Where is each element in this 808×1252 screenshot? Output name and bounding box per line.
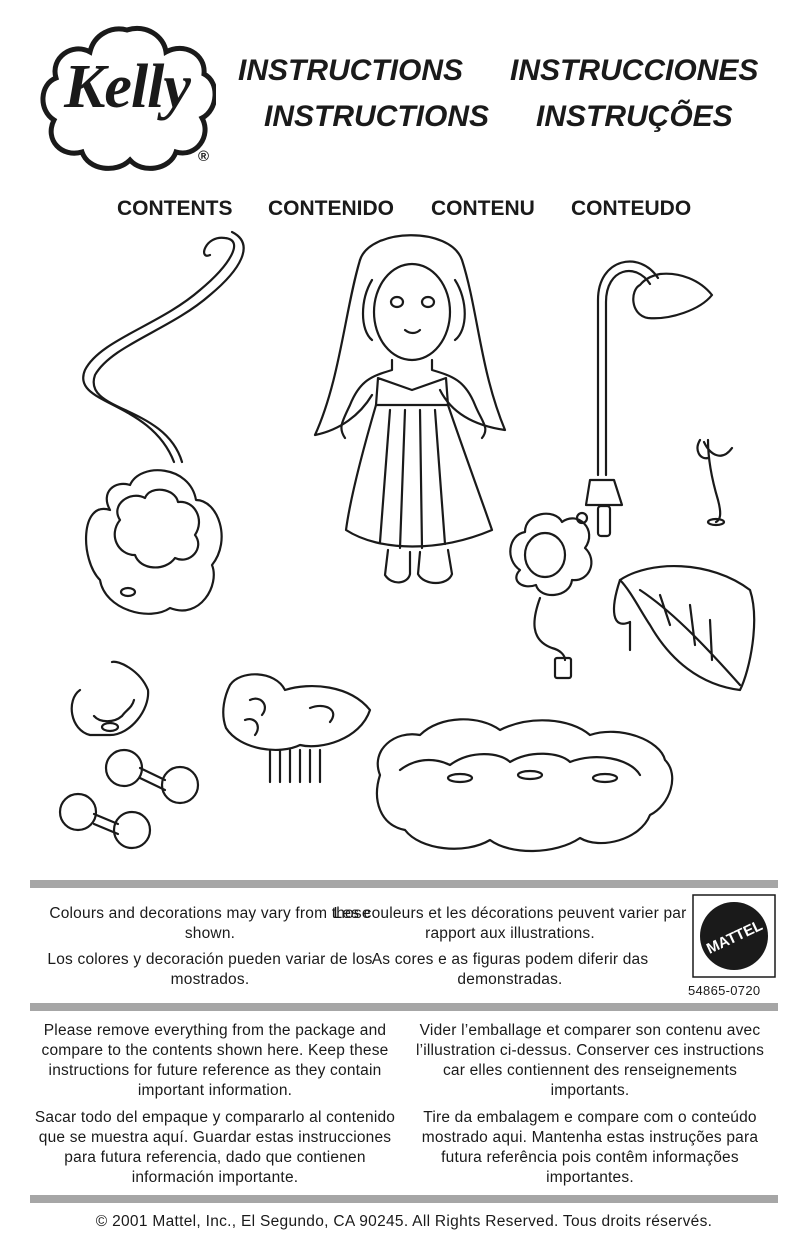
hook-lamp-illustration [577, 262, 712, 536]
registered-mark: ® [198, 148, 210, 165]
small-hook-illustration [698, 440, 732, 525]
contents-illustration [0, 230, 808, 880]
title-en: INSTRUCTIONS [238, 54, 463, 87]
title-es: INSTRUCCIONES [510, 54, 759, 87]
flower-pool-illustration [377, 719, 672, 851]
doll-illustration [315, 235, 505, 583]
product-code: 54865-0720 [688, 983, 761, 998]
flower-mirror-illustration [510, 514, 591, 678]
contents-header-fr: CONTENU [431, 197, 535, 220]
copyright: © 2001 Mattel, Inc., El Segundo, CA 90245. All Rights Reserved. Tous droits réservés. [95, 1213, 713, 1230]
divider [30, 1195, 778, 1203]
divider [30, 880, 778, 888]
colour-note-fr: Les couleurs et les décorations peuvent varier par rapport aux illustrations. [333, 905, 687, 942]
title-pt: INSTRUÇÕES [536, 100, 733, 133]
mattel-logo [692, 894, 776, 978]
title-fr: INSTRUCTIONS [264, 100, 489, 133]
instructions-en: Please remove everything from the package and compare to the contents shown here. Keep these instructions for future reference as they contain important information. [41, 1022, 389, 1099]
butterfly-comb-illustration [223, 674, 370, 782]
contents-header-pt: CONTEUDO [571, 197, 692, 220]
mattel-logo-text: MATTEL [703, 917, 766, 958]
instructions-pt: Tire da embalagem e compare com o conteúdo mostrado aqui. Mantenha estas instruções para futura referência pois contêm informações importantes. [421, 1109, 759, 1186]
instructions-fr: Vider l’emballage et comparer son contenu avec l’illustration ci-dessus. Conserver ces instructions car elles contiennent des renseignements importants. [415, 1022, 765, 1099]
contents-header-es: CONTENIDO [268, 197, 394, 220]
instructions-es: Sacar todo del empaque y compararlo al contenido que se muestra aquí. Guardar estas instrucciones para futura referencia, dado que contienen información importante. [34, 1109, 396, 1186]
flower-lamp-illustration [83, 232, 243, 614]
necklace-illustration [72, 662, 148, 735]
divider [30, 1003, 778, 1011]
hair-clips-illustration [60, 750, 198, 848]
colour-note-pt: As cores e as figuras podem diferir das demonstradas. [371, 951, 649, 988]
logo-wordmark: Kelly [64, 53, 190, 121]
leaf-canopy-illustration [614, 566, 754, 690]
colour-note-en: Colours and decorations may vary from those shown. [49, 905, 371, 942]
colour-note-es: Los colores y decoración pueden variar de los mostrados. [47, 951, 373, 988]
contents-header-en: CONTENTS [117, 197, 233, 220]
